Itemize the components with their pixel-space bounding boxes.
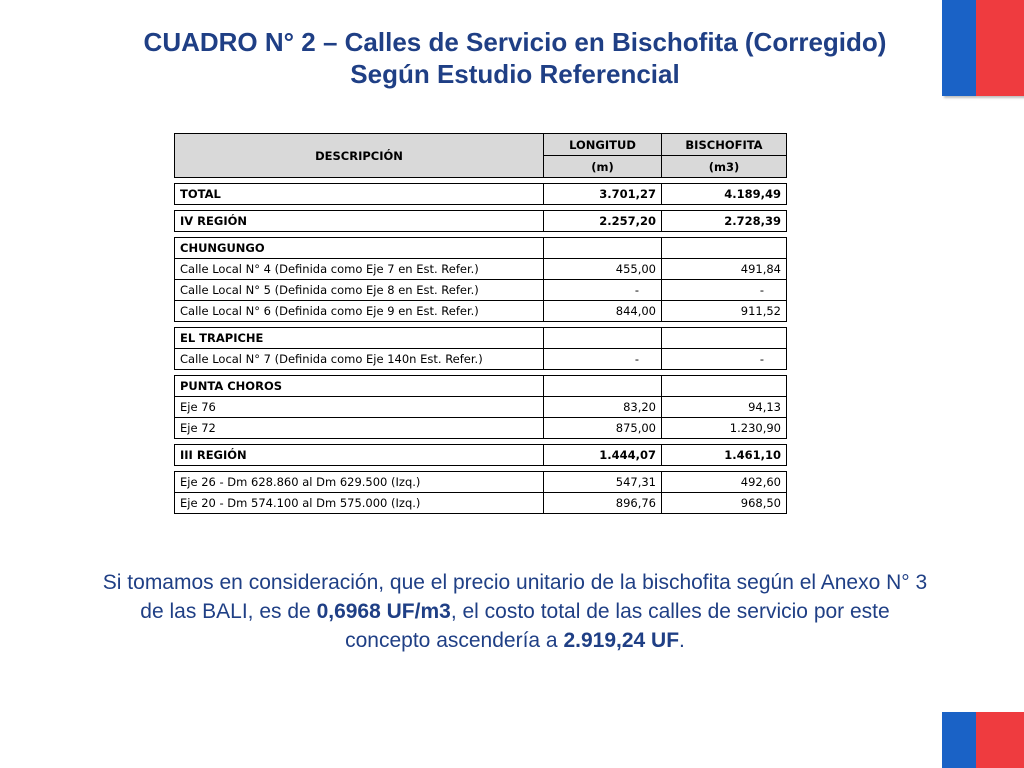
row-desc: Eje 26 - Dm 628.860 al Dm 629.500 (Izq.) <box>175 472 544 493</box>
iii-region-longitud: 1.444,07 <box>544 445 662 466</box>
total-cost: 2.919,24 UF <box>563 629 680 652</box>
table-row <box>175 493 787 514</box>
chungungo-label: CHUNGUNGO <box>175 238 544 259</box>
row-desc: Calle Local N° 4 (Definida como Eje 7 en Est. Refer.) <box>175 259 544 280</box>
paragraph-text: . <box>679 629 685 652</box>
table-row-iv-region <box>175 211 787 232</box>
row-bischofita: 968,50 <box>662 493 787 514</box>
table-row <box>175 259 787 280</box>
row-desc: Eje 72 <box>175 418 544 439</box>
row-desc: Eje 76 <box>175 397 544 418</box>
row-bischofita: 1.230,90 <box>662 418 787 439</box>
row-longitud: 547,31 <box>544 472 662 493</box>
total-bischofita: 4.189,49 <box>662 184 787 205</box>
header-bischofita: BISCHOFITA <box>662 134 787 156</box>
row-longitud: 455,00 <box>544 259 662 280</box>
row-longitud: - <box>544 349 662 370</box>
paragraph-text: , el costo total de las calles de servicio por este concepto ascendería a <box>345 600 890 652</box>
flag-red-stripe <box>976 0 1024 96</box>
flag-red-stripe <box>976 712 1024 768</box>
row-desc: Calle Local N° 5 (Definida como Eje 8 en Est. Refer.) <box>175 280 544 301</box>
row-desc: Calle Local N° 6 (Definida como Eje 9 en Est. Refer.) <box>175 301 544 322</box>
row-longitud: 844,00 <box>544 301 662 322</box>
summary-paragraph <box>100 568 930 655</box>
row-desc: Eje 20 - Dm 574.100 al Dm 575.000 (Izq.) <box>175 493 544 514</box>
flag-blue-stripe <box>942 712 976 768</box>
total-longitud: 3.701,27 <box>544 184 662 205</box>
bischofita-table <box>174 133 787 514</box>
table-row-total <box>175 184 787 205</box>
iv-region-label: IV REGIÓN <box>175 211 544 232</box>
iv-region-bischofita: 2.728,39 <box>662 211 787 232</box>
iii-region-bischofita: 1.461,10 <box>662 445 787 466</box>
title-line-1: CUADRO N° 2 – Calles de Servicio en Bischofita (Corregido) <box>143 27 887 57</box>
flag-decoration-top <box>942 0 1024 96</box>
row-bischofita: - <box>662 280 787 301</box>
row-longitud: 83,20 <box>544 397 662 418</box>
paragraph-text: Si tomamos en consideración, que el precio unitario de la bischofita según el Anexo N° 3 de las BALI, es de <box>102 571 928 623</box>
table-row-chungungo <box>175 238 787 259</box>
row-bischofita: 491,84 <box>662 259 787 280</box>
unit-price: 0,6968 UF/m3 <box>316 600 451 623</box>
table-row <box>175 301 787 322</box>
row-desc: Calle Local N° 7 (Definida como Eje 140n Est. Refer.) <box>175 349 544 370</box>
punta-choros-label: PUNTA CHOROS <box>175 376 544 397</box>
title-line-2: Según Estudio Referencial <box>350 59 680 89</box>
row-bischofita: 492,60 <box>662 472 787 493</box>
table-row <box>175 349 787 370</box>
table-row-punta-choros <box>175 376 787 397</box>
iii-region-label: III REGIÓN <box>175 445 544 466</box>
table-header-row-1 <box>175 134 787 156</box>
row-bischofita: - <box>662 349 787 370</box>
row-bischofita: 94,13 <box>662 397 787 418</box>
header-longitud-unit: (m) <box>544 156 662 178</box>
header-descripcion: DESCRIPCIÓN <box>175 134 544 178</box>
total-label: TOTAL <box>175 184 544 205</box>
slide-title <box>100 26 930 90</box>
header-longitud: LONGITUD <box>544 134 662 156</box>
row-bischofita: 911,52 <box>662 301 787 322</box>
flag-blue-stripe <box>942 0 976 96</box>
row-longitud: 875,00 <box>544 418 662 439</box>
header-bischofita-unit: (m3) <box>662 156 787 178</box>
table-row-iii-region <box>175 445 787 466</box>
el-trapiche-label: EL TRAPICHE <box>175 328 544 349</box>
row-longitud: - <box>544 280 662 301</box>
row-longitud: 896,76 <box>544 493 662 514</box>
table-row <box>175 472 787 493</box>
iv-region-longitud: 2.257,20 <box>544 211 662 232</box>
flag-decoration-bottom <box>942 712 1024 768</box>
table-row <box>175 418 787 439</box>
table-row-el-trapiche <box>175 328 787 349</box>
table-row <box>175 397 787 418</box>
table-row <box>175 280 787 301</box>
